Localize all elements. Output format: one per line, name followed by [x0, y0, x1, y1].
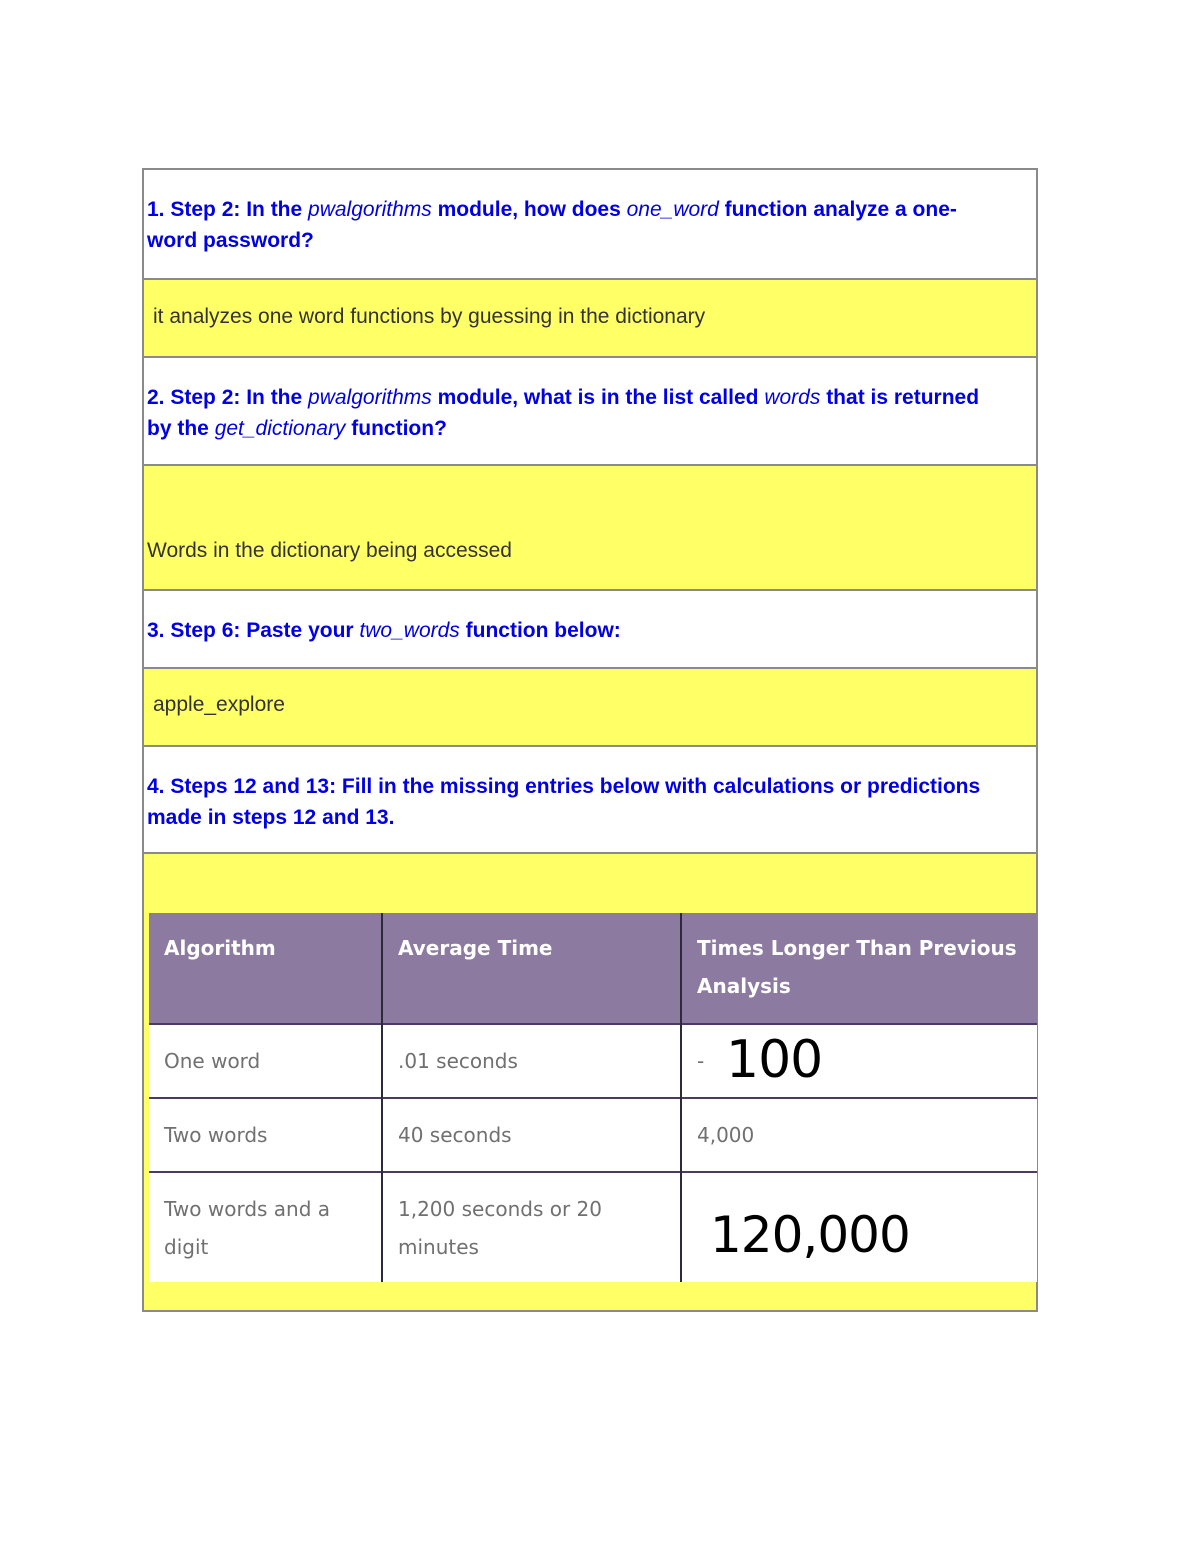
question-1-mid: module, how does	[431, 198, 627, 221]
cell-times-longer-value: -	[697, 1049, 705, 1073]
answer-3-text: apple_explore	[153, 693, 285, 716]
question-3-prefix: 3. Step 6: Paste your	[147, 619, 360, 642]
cell-average-time: 1,200 seconds or 20 minutes	[382, 1172, 681, 1282]
question-4	[144, 747, 1036, 854]
handwritten-100: 100	[726, 1030, 823, 1090]
question-2-mid-2: that is returned by the	[147, 386, 980, 440]
answer-2-text: Words in the dictionary being accessed	[147, 539, 512, 562]
answer-1[interactable]	[144, 280, 1036, 358]
question-1-term-module: pwalgorithms	[308, 198, 432, 221]
handwritten-120000: 120,000	[710, 1206, 910, 1264]
question-1-suffix: function analyze a one-word password?	[147, 198, 957, 252]
cell-algorithm: Two words and a digit	[149, 1172, 382, 1282]
cell-times-longer[interactable]: 4,000	[681, 1098, 1037, 1172]
answer-2[interactable]	[144, 466, 1036, 591]
question-2-suffix: function?	[345, 417, 447, 440]
question-4-text: 4. Steps 12 and 13: Fill in the missing entries below with calculations or predictions made in steps 12 and 13.	[147, 775, 981, 829]
timing-table	[149, 913, 1037, 1282]
header-times-longer: Times Longer Than Previous Analysis	[681, 913, 1037, 1024]
question-2-prefix: 2. Step 2: In the	[147, 386, 309, 409]
cell-average-time: .01 seconds	[382, 1024, 681, 1098]
table-header-row	[149, 913, 1037, 1024]
question-1-prefix: 1. Step 2: In the	[147, 198, 309, 221]
table-row	[149, 1024, 1037, 1098]
question-3-suffix: function below:	[459, 619, 621, 642]
answer-4	[144, 854, 1036, 1310]
question-2-term-list: words	[764, 386, 821, 409]
question-2	[144, 358, 1036, 466]
header-algorithm: Algorithm	[149, 913, 382, 1024]
table-row	[149, 1098, 1037, 1172]
header-average-time: Average Time	[382, 913, 681, 1024]
cell-average-time: 40 seconds	[382, 1098, 681, 1172]
answer-3[interactable]	[144, 669, 1036, 747]
question-3	[144, 591, 1036, 669]
cell-times-longer[interactable]	[681, 1024, 1037, 1098]
answer-1-text: it analyzes one word functions by guessing in the dictionary	[153, 305, 706, 328]
cell-algorithm: Two words	[149, 1098, 382, 1172]
question-2-term-module: pwalgorithms	[308, 386, 432, 409]
question-1-term-function: one_word	[626, 198, 719, 221]
question-2-mid-1: module, what is in the list called	[431, 386, 765, 409]
question-1	[144, 170, 1036, 280]
worksheet-table	[142, 168, 1038, 1312]
question-2-term-function: get_dictionary	[214, 417, 346, 440]
cell-times-longer[interactable]	[681, 1172, 1037, 1282]
cell-algorithm: One word	[149, 1024, 382, 1098]
table-row	[149, 1172, 1037, 1282]
question-3-term-function: two_words	[359, 619, 460, 642]
